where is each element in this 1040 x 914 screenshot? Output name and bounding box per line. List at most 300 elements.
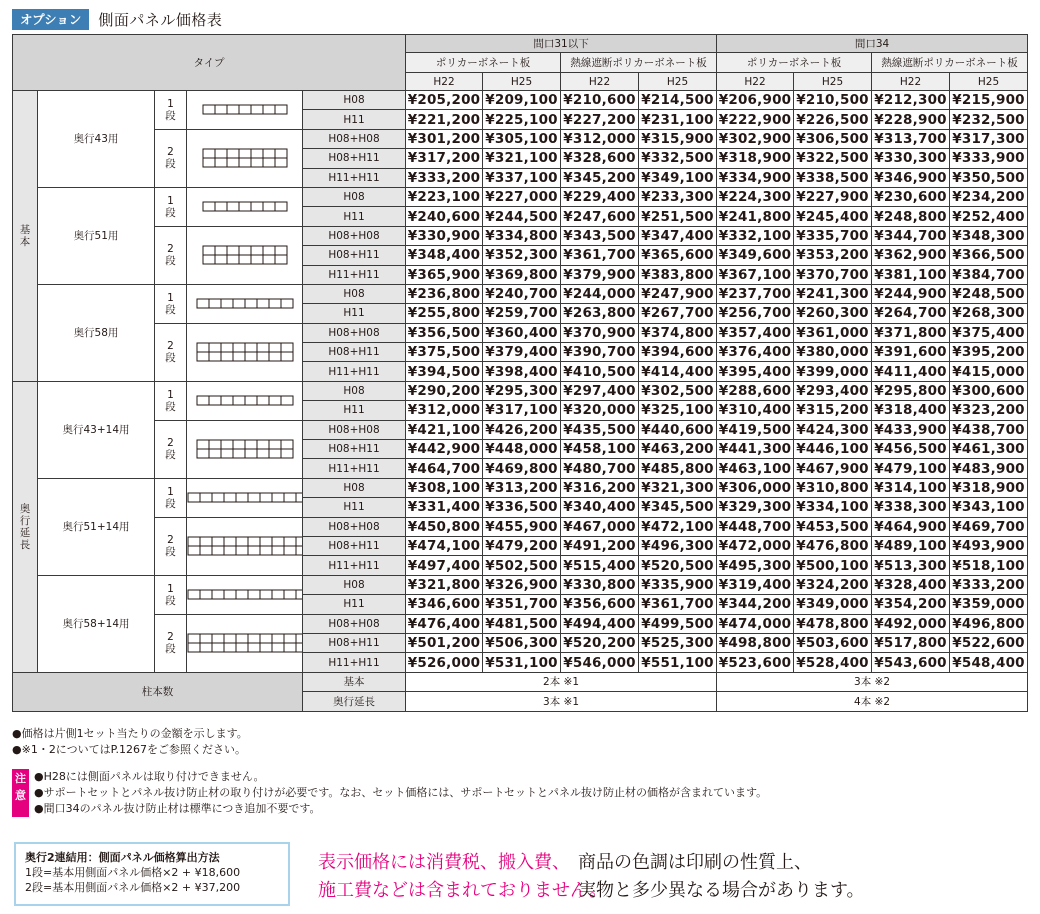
price-cell: ¥333,200 [950,575,1028,594]
height-header: H22 [406,73,483,91]
height-variant: H11+H11 [303,362,406,381]
panel-diagram-icon [187,284,303,323]
price-cell: ¥356,600 [561,595,639,614]
height-variant: H11+H11 [303,168,406,187]
caution-line: ●間口34のパネル抜け防止材は標準につき追加不要です。 [34,802,321,815]
height-variant: H11 [303,498,406,517]
price-cell: ¥233,300 [639,187,717,206]
depth-label: 奥行43+14用 [38,381,155,478]
price-cell: ¥415,000 [950,362,1028,381]
tier-label: 1 段 [155,91,187,130]
tier-label: 2 段 [155,614,187,672]
depth-label: 奥行51用 [38,187,155,284]
price-cell: ¥295,800 [872,381,950,400]
tier-label: 2 段 [155,323,187,381]
price-cell: ¥399,000 [794,362,872,381]
price-cell: ¥232,500 [950,110,1028,129]
price-cell: ¥314,100 [872,478,950,497]
price-cell: ¥384,700 [950,265,1028,284]
price-cell: ¥346,900 [872,168,950,187]
height-variant: H08 [303,575,406,594]
price-cell: ¥205,200 [406,91,483,110]
price-cell: ¥495,300 [717,556,794,575]
price-cell: ¥227,900 [794,187,872,206]
price-cell: ¥517,800 [872,633,950,652]
price-cell: ¥230,600 [872,187,950,206]
height-variant: H08+H08 [303,517,406,536]
table-row [13,381,1028,400]
price-cell: ¥448,700 [717,517,794,536]
table-row [13,226,1028,245]
price-cell: ¥357,400 [717,323,794,342]
price-cell: ¥483,900 [950,459,1028,478]
calc-line: 1段=基本用側面パネル価格×2 + ¥18,600 [25,866,241,879]
tier-label: 1 段 [155,575,187,614]
price-cell: ¥479,200 [483,536,561,555]
height-header: H25 [950,73,1028,91]
price-cell: ¥501,200 [406,633,483,652]
price-cell: ¥381,100 [872,265,950,284]
post-count-w31: 2本 ※1 [406,672,717,691]
price-cell: ¥469,700 [950,517,1028,536]
price-cell: ¥361,700 [561,246,639,265]
table-row [13,517,1028,536]
price-cell: ¥351,700 [483,595,561,614]
price-table [12,34,1028,712]
notes [12,726,248,758]
price-cell: ¥375,400 [950,323,1028,342]
price-cell: ¥302,500 [639,381,717,400]
price-cell: ¥375,500 [406,343,483,362]
height-variant: H11+H11 [303,265,406,284]
price-cell: ¥350,500 [950,168,1028,187]
price-cell: ¥221,200 [406,110,483,129]
price-cell: ¥390,700 [561,343,639,362]
price-cell: ¥520,200 [561,633,639,652]
price-cell: ¥259,700 [483,304,561,323]
price-cell: ¥354,200 [872,595,950,614]
price-cell: ¥365,600 [639,246,717,265]
price-cell: ¥546,000 [561,653,639,672]
price-cell: ¥362,900 [872,246,950,265]
color-disclaimer-line: 商品の色調は印刷の性質上、 [578,852,812,873]
price-cell: ¥411,400 [872,362,950,381]
price-cell: ¥305,100 [483,129,561,148]
price-cell: ¥318,900 [950,478,1028,497]
tier-label: 1 段 [155,381,187,420]
height-variant: H08+H11 [303,149,406,168]
panel-diagram-icon [187,478,303,517]
price-cell: ¥394,600 [639,343,717,362]
panel-diagram-icon [187,323,303,381]
calc-line: 2段=基本用側面パネル価格×2 + ¥37,200 [25,881,241,894]
price-cell: ¥236,800 [406,284,483,303]
note-line: ●価格は片側1セット当たりの金額を示します。 [12,727,248,740]
category-label: 基 本 [13,91,38,382]
price-cell: ¥227,200 [561,110,639,129]
price-cell: ¥502,500 [483,556,561,575]
price-cell: ¥496,800 [950,614,1028,633]
price-cell: ¥421,100 [406,420,483,439]
price-cell: ¥525,300 [639,633,717,652]
price-cell: ¥310,800 [794,478,872,497]
price-cell: ¥255,800 [406,304,483,323]
price-cell: ¥485,800 [639,459,717,478]
height-variant: H11 [303,207,406,226]
price-cell: ¥361,000 [794,323,872,342]
caution-notes [34,769,767,817]
post-count-label: 柱本数 [13,672,303,711]
width-header-31: 間口31以下 [406,35,717,53]
price-cell: ¥326,900 [483,575,561,594]
price-cell: ¥348,400 [406,246,483,265]
price-cell: ¥455,900 [483,517,561,536]
height-variant: H08+H11 [303,536,406,555]
post-count-type: 奥行延長 [303,692,406,711]
price-cell: ¥332,500 [639,149,717,168]
price-cell: ¥267,700 [639,304,717,323]
height-header: H25 [794,73,872,91]
price-cell: ¥251,500 [639,207,717,226]
price-cell: ¥370,900 [561,323,639,342]
type-header: タイプ [13,35,406,91]
price-cell: ¥347,400 [639,226,717,245]
price-cell: ¥349,600 [717,246,794,265]
price-cell: ¥300,600 [950,381,1028,400]
color-disclaimer [578,849,865,905]
price-cell: ¥360,400 [483,323,561,342]
price-cell: ¥365,900 [406,265,483,284]
tier-label: 2 段 [155,226,187,284]
caution-line: ●サポートセットとパネル抜け防止材の取り付けが必要です。なお、セット価格には、サポートセットとパネル抜け防止材の価格が含まれています。 [34,786,768,799]
material-header: ポリカーボネート板 [406,53,561,73]
price-cell: ¥256,700 [717,304,794,323]
price-cell: ¥359,000 [950,595,1028,614]
price-cell: ¥318,900 [717,149,794,168]
price-cell: ¥391,600 [872,343,950,362]
height-variant: H08 [303,284,406,303]
price-cell: ¥321,800 [406,575,483,594]
height-variant: H08 [303,187,406,206]
price-cell: ¥325,100 [639,401,717,420]
price-cell: ¥343,500 [561,226,639,245]
price-cell: ¥321,300 [639,478,717,497]
table-row [13,91,1028,110]
caution-char: 意 [15,789,26,802]
height-variant: H11 [303,110,406,129]
price-cell: ¥290,200 [406,381,483,400]
price-cell: ¥518,100 [950,556,1028,575]
price-cell: ¥476,800 [794,536,872,555]
price-cell: ¥398,400 [483,362,561,381]
price-cell: ¥310,400 [717,401,794,420]
price-cell: ¥394,500 [406,362,483,381]
height-variant: H08+H11 [303,440,406,459]
height-variant: H08+H08 [303,129,406,148]
price-cell: ¥491,200 [561,536,639,555]
height-variant: H08 [303,381,406,400]
post-count-w34: 4本 ※2 [717,692,1028,711]
panel-diagram-icon [187,226,303,284]
price-cell: ¥315,200 [794,401,872,420]
width-header-34: 間口34 [717,35,1028,53]
price-cell: ¥474,100 [406,536,483,555]
price-cell: ¥523,600 [717,653,794,672]
price-cell: ¥338,300 [872,498,950,517]
price-cell: ¥410,500 [561,362,639,381]
post-count-type: 基本 [303,672,406,691]
height-variant: H11+H11 [303,653,406,672]
price-cell: ¥506,300 [483,633,561,652]
tax-disclaimer-line: 施工費などは含まれておりません。 [318,880,608,901]
section-header [12,9,222,29]
price-cell: ¥426,200 [483,420,561,439]
price-cell: ¥322,500 [794,149,872,168]
table-row [13,614,1028,633]
price-cell: ¥227,000 [483,187,561,206]
price-cell: ¥496,300 [639,536,717,555]
height-variant: H11+H11 [303,459,406,478]
price-cell: ¥244,000 [561,284,639,303]
panel-diagram-icon [187,517,303,575]
height-variant: H11 [303,304,406,323]
tier-label: 1 段 [155,284,187,323]
price-cell: ¥522,600 [950,633,1028,652]
price-cell: ¥247,600 [561,207,639,226]
price-cell: ¥248,500 [950,284,1028,303]
post-count-w31: 3本 ※1 [406,692,717,711]
tax-disclaimer-line: 表示価格には消費税、搬入費、 [318,852,570,873]
height-variant: H11+H11 [303,556,406,575]
price-cell: ¥463,200 [639,440,717,459]
price-cell: ¥440,600 [639,420,717,439]
price-cell: ¥313,700 [872,129,950,148]
height-variant: H08+H08 [303,226,406,245]
price-cell: ¥338,500 [794,168,872,187]
price-cell: ¥308,100 [406,478,483,497]
panel-diagram-icon [187,187,303,226]
price-cell: ¥312,000 [561,129,639,148]
post-count-w34: 3本 ※2 [717,672,1028,691]
price-cell: ¥438,700 [950,420,1028,439]
price-cell: ¥467,000 [561,517,639,536]
price-cell: ¥446,100 [794,440,872,459]
price-cell: ¥414,400 [639,362,717,381]
tier-label: 2 段 [155,420,187,478]
panel-diagram-icon [187,91,303,130]
price-cell: ¥329,300 [717,498,794,517]
price-cell: ¥222,900 [717,110,794,129]
price-cell: ¥319,400 [717,575,794,594]
price-cell: ¥244,900 [872,284,950,303]
price-cell: ¥469,800 [483,459,561,478]
price-cell: ¥234,200 [950,187,1028,206]
price-cell: ¥231,100 [639,110,717,129]
price-cell: ¥332,100 [717,226,794,245]
depth-label: 奥行43用 [38,91,155,188]
price-cell: ¥316,200 [561,478,639,497]
price-cell: ¥515,400 [561,556,639,575]
height-variant: H11 [303,595,406,614]
price-cell: ¥497,400 [406,556,483,575]
price-cell: ¥268,300 [950,304,1028,323]
price-cell: ¥361,700 [639,595,717,614]
price-cell: ¥228,900 [872,110,950,129]
price-cell: ¥461,300 [950,440,1028,459]
price-cell: ¥214,500 [639,91,717,110]
price-cell: ¥323,200 [950,401,1028,420]
price-cell: ¥441,300 [717,440,794,459]
price-cell: ¥245,400 [794,207,872,226]
note-line: ●※1・2についてはP.1267をご参照ください。 [12,743,247,756]
price-cell: ¥472,100 [639,517,717,536]
tier-label: 1 段 [155,478,187,517]
price-cell: ¥344,200 [717,595,794,614]
price-cell: ¥264,700 [872,304,950,323]
depth-label: 奥行58用 [38,284,155,381]
calc-title: 奥行2連結用：側面パネル価格算出方法 [25,851,220,864]
price-cell: ¥369,800 [483,265,561,284]
price-cell: ¥500,100 [794,556,872,575]
price-cell: ¥302,900 [717,129,794,148]
price-cell: ¥330,900 [406,226,483,245]
price-cell: ¥366,500 [950,246,1028,265]
price-cell: ¥328,400 [872,575,950,594]
price-cell: ¥442,900 [406,440,483,459]
price-cell: ¥353,200 [794,246,872,265]
price-cell: ¥433,900 [872,420,950,439]
price-cell: ¥345,200 [561,168,639,187]
price-cell: ¥335,700 [794,226,872,245]
price-cell: ¥333,200 [406,168,483,187]
price-cell: ¥321,100 [483,149,561,168]
panel-diagram-icon [187,381,303,420]
price-cell: ¥376,400 [717,343,794,362]
price-cell: ¥356,500 [406,323,483,342]
price-cell: ¥543,600 [872,653,950,672]
price-cell: ¥479,100 [872,459,950,478]
page-title: 側面パネル価格表 [98,10,223,29]
price-cell: ¥474,000 [717,614,794,633]
price-cell: ¥206,900 [717,91,794,110]
price-cell: ¥435,500 [561,420,639,439]
price-cell: ¥306,000 [717,478,794,497]
calc-box [14,842,290,906]
price-cell: ¥293,400 [794,381,872,400]
table-row [13,129,1028,148]
price-cell: ¥498,800 [717,633,794,652]
price-cell: ¥229,400 [561,187,639,206]
price-cell: ¥210,500 [794,91,872,110]
table-row [13,575,1028,594]
height-variant: H08+H11 [303,633,406,652]
price-cell: ¥450,800 [406,517,483,536]
panel-diagram-icon [187,575,303,614]
price-cell: ¥379,400 [483,343,561,362]
price-cell: ¥320,000 [561,401,639,420]
height-header: H22 [561,73,639,91]
price-cell: ¥476,400 [406,614,483,633]
height-header: H25 [483,73,561,91]
price-cell: ¥334,800 [483,226,561,245]
panel-diagram-icon [187,129,303,187]
price-cell: ¥334,100 [794,498,872,517]
price-cell: ¥260,300 [794,304,872,323]
height-variant: H08+H08 [303,323,406,342]
price-cell: ¥379,900 [561,265,639,284]
price-cell: ¥328,600 [561,149,639,168]
panel-diagram-icon [187,614,303,672]
height-variant: H11 [303,401,406,420]
price-cell: ¥528,400 [794,653,872,672]
tier-label: 2 段 [155,129,187,187]
tier-label: 1 段 [155,187,187,226]
price-cell: ¥317,300 [950,129,1028,148]
price-cell: ¥317,100 [483,401,561,420]
price-cell: ¥367,100 [717,265,794,284]
price-cell: ¥526,000 [406,653,483,672]
height-header: H25 [639,73,717,91]
table-row [13,284,1028,303]
price-cell: ¥424,300 [794,420,872,439]
price-cell: ¥212,300 [872,91,950,110]
price-cell: ¥520,500 [639,556,717,575]
price-cell: ¥456,500 [872,440,950,459]
price-cell: ¥336,500 [483,498,561,517]
height-variant: H08+H11 [303,343,406,362]
price-cell: ¥464,700 [406,459,483,478]
price-cell: ¥374,800 [639,323,717,342]
price-cell: ¥295,300 [483,381,561,400]
price-cell: ¥481,500 [483,614,561,633]
height-header: H22 [872,73,950,91]
price-cell: ¥297,400 [561,381,639,400]
price-cell: ¥330,300 [872,149,950,168]
depth-label: 奥行58+14用 [38,575,155,672]
category-label: 奥 行 延 長 [13,381,38,672]
price-cell: ¥345,500 [639,498,717,517]
price-cell: ¥458,100 [561,440,639,459]
price-cell: ¥226,500 [794,110,872,129]
price-cell: ¥224,300 [717,187,794,206]
price-cell: ¥223,100 [406,187,483,206]
caution-char: 注 [15,772,26,785]
height-header: H22 [717,73,794,91]
option-tag: オプション [12,9,89,30]
price-cell: ¥317,200 [406,149,483,168]
caution-badge [12,769,29,817]
price-cell: ¥241,300 [794,284,872,303]
price-cell: ¥480,700 [561,459,639,478]
material-header: 熱線遮断ポリカーボネート板 [561,53,717,73]
price-cell: ¥215,900 [950,91,1028,110]
price-cell: ¥395,200 [950,343,1028,362]
price-cell: ¥531,100 [483,653,561,672]
price-cell: ¥383,800 [639,265,717,284]
price-cell: ¥344,700 [872,226,950,245]
price-cell: ¥551,100 [639,653,717,672]
price-cell: ¥324,200 [794,575,872,594]
tax-disclaimer [318,849,607,905]
price-cell: ¥492,000 [872,614,950,633]
price-cell: ¥240,700 [483,284,561,303]
price-cell: ¥380,000 [794,343,872,362]
price-cell: ¥315,900 [639,129,717,148]
price-cell: ¥499,500 [639,614,717,633]
price-cell: ¥335,900 [639,575,717,594]
price-cell: ¥237,700 [717,284,794,303]
price-cell: ¥340,400 [561,498,639,517]
